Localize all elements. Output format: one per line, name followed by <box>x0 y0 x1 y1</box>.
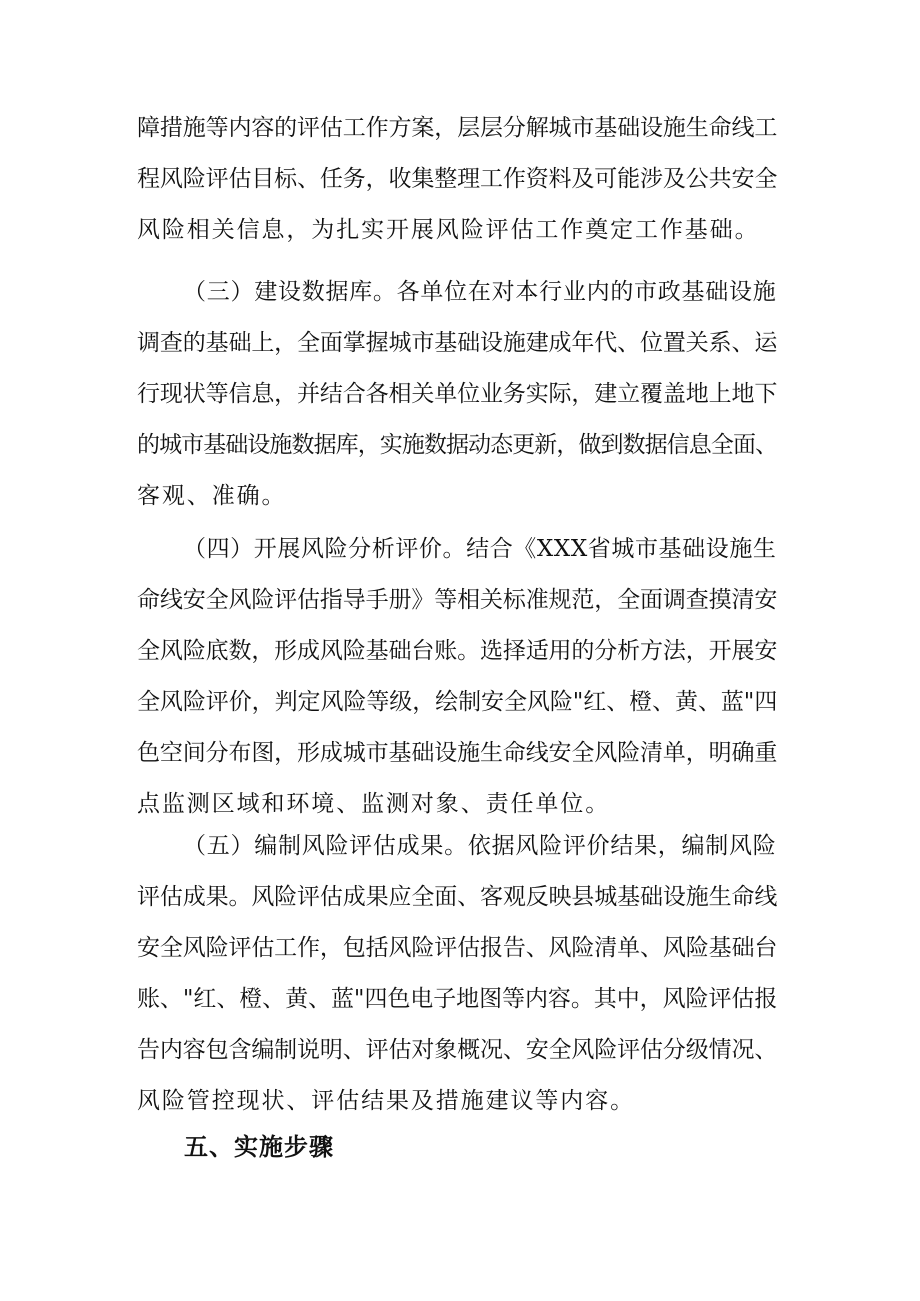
text-line: 账、"红、橙、黄、蓝"四色电子地图等内容。其中，风险评估报 <box>137 986 778 1012</box>
text-line: 程风险评估目标、任务，收集整理工作资料及可能涉及公共安全 <box>137 166 778 192</box>
text-line: 评估成果。风险评估成果应全面、客观反映县城基础设施生命线 <box>137 884 778 910</box>
text-line: 的城市基础设施数据库，实施数据动态更新，做到数据信息全面、 <box>137 432 778 458</box>
text-line: 风险相关信息，为扎实开展风险评估工作奠定工作基础。 <box>137 217 760 243</box>
paragraph-assessment-results <box>137 821 777 1127</box>
section-heading: 五、实施步骤 <box>184 1133 334 1161</box>
text-line: 调查的基础上，全面掌握城市基础设施建成年代、位置关系、运 <box>137 330 778 356</box>
text-line: （三）建设数据库。各单位在对本行业内的市政基础设施 <box>183 279 777 305</box>
text-line: （五）编制风险评估成果。依据风险评价结果，编制风险 <box>183 833 777 859</box>
text-line: 行现状等信息，并结合各相关单位业务实际，建立覆盖地上地下 <box>137 381 778 407</box>
text-line: 障措施等内容的评估工作方案，层层分解城市基础设施生命线工 <box>137 115 778 141</box>
text-line: 风险管控现状、评估结果及措施建议等内容。 <box>137 1088 635 1114</box>
text-line: 全风险底数，形成风险基础台账。选择适用的分析方法，开展安 <box>137 638 778 664</box>
text-line: 命线安全风险评估指导手册》等相关标准规范，全面调查摸清安 <box>137 587 778 613</box>
text-line: 告内容包含编制说明、评估对象概况、安全风险评估分级情况、 <box>137 1037 778 1063</box>
text-line: 全风险评价，判定风险等级，绘制安全风险"红、橙、黄、蓝"四 <box>137 689 778 715</box>
paragraph-continuation <box>137 103 777 256</box>
text-line: 点监测区域和环境、监测对象、责任单位。 <box>137 791 611 817</box>
text-line: 安全风险评估工作，包括风险评估报告、风险清单、风险基础台 <box>137 935 778 961</box>
paragraph-build-database <box>137 267 777 522</box>
paragraph-risk-analysis <box>137 524 777 830</box>
text-line: 色空间分布图，形成城市基础设施生命线安全风险清单，明确重 <box>137 740 778 766</box>
text-line: （四）开展风险分析评价。结合《XXX省城市基础设施生 <box>183 536 777 562</box>
text-line: 客观、准确。 <box>137 483 287 509</box>
